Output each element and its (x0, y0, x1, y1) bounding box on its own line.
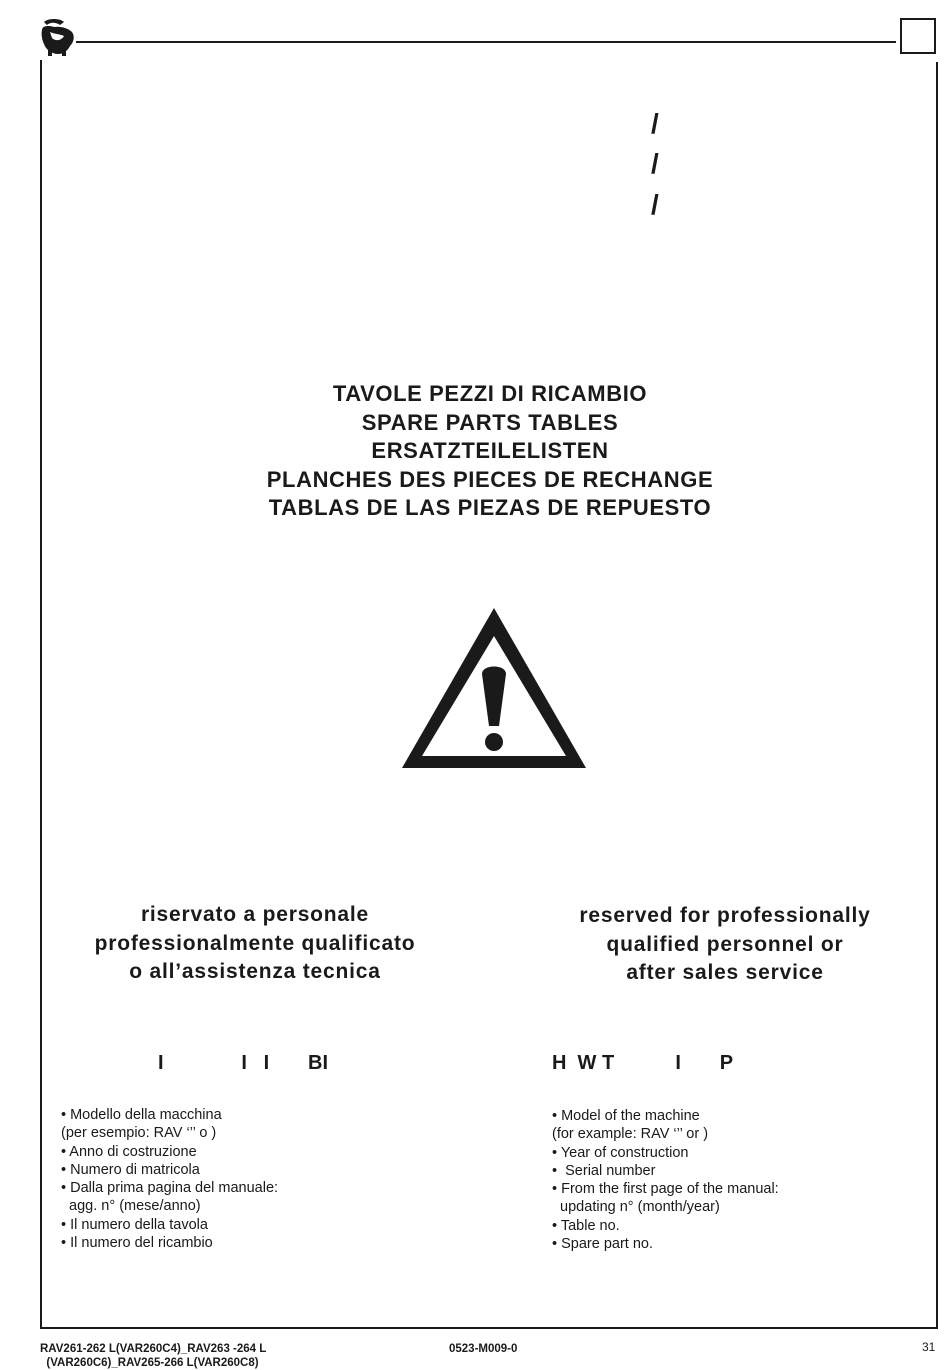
slash-2: / (651, 148, 659, 179)
warning-english-line-1: reserved for professionally (579, 904, 871, 927)
page-number: 31 (922, 1340, 936, 1354)
corner-box (900, 18, 936, 54)
info-heading-italian: I I I BI (158, 1052, 329, 1074)
list-item: • Spare part no. (552, 1236, 653, 1253)
warning-triangle-icon (400, 606, 588, 770)
list-item: agg. n° (mese/anno) (61, 1198, 201, 1215)
warning-italian-line-1: riservato a personale (140, 903, 370, 926)
title-italian: TAVOLE PEZZI DI RICAMBIO (332, 381, 648, 406)
list-item: • Dalla prima pagina del manuale: (61, 1180, 279, 1197)
title-block (0, 380, 950, 523)
footer-doc-code: 0523-M009-0 (449, 1343, 518, 1355)
info-heading-english: H W T I P (552, 1052, 734, 1074)
warning-english (520, 902, 930, 988)
info-list-italian (61, 1106, 278, 1252)
bottom-frame-line (40, 1327, 938, 1329)
list-item: • Model of the machine (552, 1108, 700, 1124)
list-item: • From the first page of the manual: (552, 1181, 779, 1198)
list-item: • Il numero della tavola (61, 1216, 208, 1233)
pig-logo-icon (38, 16, 78, 58)
list-item: • Modello della macchina (61, 1107, 222, 1123)
warning-english-line-2: qualified personnel or (606, 932, 844, 956)
title-english: SPARE PARTS TABLES (361, 409, 619, 435)
warning-italian-line-2: professionalmente qualificato (94, 931, 416, 955)
list-item: • Anno di costruzione (61, 1143, 197, 1160)
warning-italian-line-3: o all’assistenza tecnica (129, 960, 381, 983)
header-rule (76, 41, 896, 43)
footer-model-line-1: RAV261-262 L(VAR260C4)_RAV263 -264 L (40, 1343, 267, 1355)
list-item: (for example: RAV ‘’’ or ) (552, 1126, 709, 1143)
title-french: PLANCHES DES PIECES DE RECHANGE (266, 466, 714, 492)
list-item: • Numero di matricola (61, 1161, 200, 1178)
warning-english-line-3: after sales service (626, 961, 824, 984)
footer-model (40, 1343, 266, 1370)
warning-italian (50, 901, 460, 987)
title-german: ERSATZTEILELISTEN (371, 438, 609, 463)
left-frame-line (40, 60, 42, 1328)
list-item: • Serial number (552, 1162, 656, 1179)
info-list-english (552, 1107, 779, 1253)
footer-model-line-2: (VAR260C6)_RAV265-266 L(VAR260C8) (40, 1356, 259, 1369)
list-item: • Il numero del ricambio (61, 1235, 213, 1252)
slash-3: / (651, 189, 659, 220)
list-item: updating n° (month/year) (552, 1199, 720, 1216)
right-frame-line (936, 62, 938, 1328)
list-item: (per esempio: RAV ‘’’ o ) (61, 1125, 217, 1142)
title-spanish: TABLAS DE LAS PIEZAS DE REPUESTO (268, 495, 712, 520)
slash-1: / (651, 108, 659, 139)
list-item: • Table no. (552, 1217, 620, 1234)
list-item: • Year of construction (552, 1144, 689, 1161)
